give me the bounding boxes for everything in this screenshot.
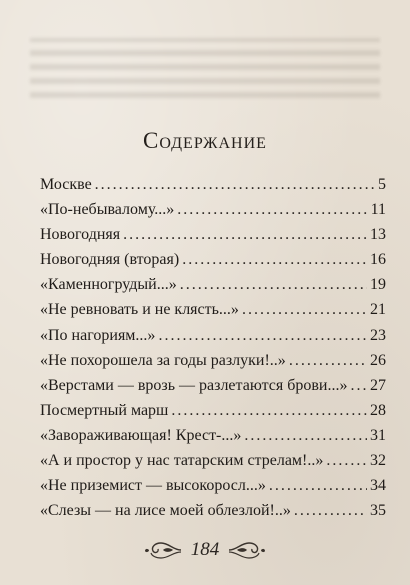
toc-leader-dots [171,398,367,423]
toc-entry [40,197,386,222]
toc-entry-page: 31 [370,426,386,444]
toc-leader-dots [289,348,367,373]
page-footer [0,536,410,564]
toc-leader-dots [242,297,367,322]
toc-entry [40,323,386,348]
toc-leader-dots [158,323,367,348]
toc-entry-page: 19 [370,276,386,294]
toc-entry-page: 16 [370,251,386,269]
toc-leader-dots [180,272,367,297]
toc-entry-title: «Не похорошела за годы разлуки!..» [40,351,286,369]
toc-entry-page: 26 [370,351,386,369]
toc-entry-title: Новогодняя (вторая) [40,251,180,269]
toc-entry [40,498,386,523]
toc-entry-page: 27 [370,376,386,394]
toc-entry-page: 5 [378,176,386,193]
toc-entry-page: 34 [370,477,386,495]
toc-entry-title: «А и простор у нас татарским стрелам!..» [40,452,324,470]
toc-entry [40,473,386,498]
toc-leader-dots [269,473,367,498]
toc-entry-page: 13 [370,226,386,244]
toc-entry-title: «Завораживающая! Крест-...» [40,426,242,444]
toc-entry-page: 28 [370,401,386,419]
toc-entry [40,373,386,398]
toc-entry-title: «По нагориям...» [40,326,156,344]
toc-entry-title: Москве [40,176,92,193]
table-of-contents [40,172,386,523]
toc-entry-title: «Верстами — врозь — разлетаются брови...» [40,376,348,394]
toc-leader-dots [123,222,367,247]
toc-leader-dots [182,247,367,272]
toc-leader-dots [244,423,367,448]
toc-entry-title: «По-небывалому...» [40,201,175,219]
toc-entry-page: 32 [370,452,386,470]
toc-entry-page: 21 [370,301,386,319]
toc-entry [40,398,386,423]
toc-entry [40,247,386,272]
toc-entry [40,222,386,247]
toc-entry-page: 23 [370,326,386,344]
toc-entry [40,297,386,322]
flourish-left-icon [143,539,183,561]
toc-entry [40,272,386,297]
toc-leader-dots [350,373,367,398]
page-title: Содержание [143,128,267,153]
flourish-right-icon [227,539,267,561]
toc-leader-dots [177,197,367,222]
toc-leader-dots [95,172,375,197]
toc-entry-title: «Не ревновать и не клясть...» [40,301,239,319]
toc-entry-title: «Слезы — на лисе моей облезлой!..» [40,502,291,520]
toc-entry-title: «Каменногрудый...» [40,276,177,294]
toc-leader-dots [326,448,367,473]
toc-entry [40,172,386,197]
toc-entry-title: «Не приземист — высокоросл...» [40,477,266,495]
toc-entry-title: Посмертный марш [40,401,169,419]
toc-entry-page: 35 [370,502,386,520]
toc-entry-title: Новогодняя [40,226,121,244]
toc-entry [40,423,386,448]
toc-leader-dots [294,498,367,523]
page-number: 184 [190,539,220,560]
toc-entry-page: 11 [370,201,386,219]
toc-entry [40,348,386,373]
toc-entry [40,448,386,473]
bleed-through-text [30,38,380,98]
